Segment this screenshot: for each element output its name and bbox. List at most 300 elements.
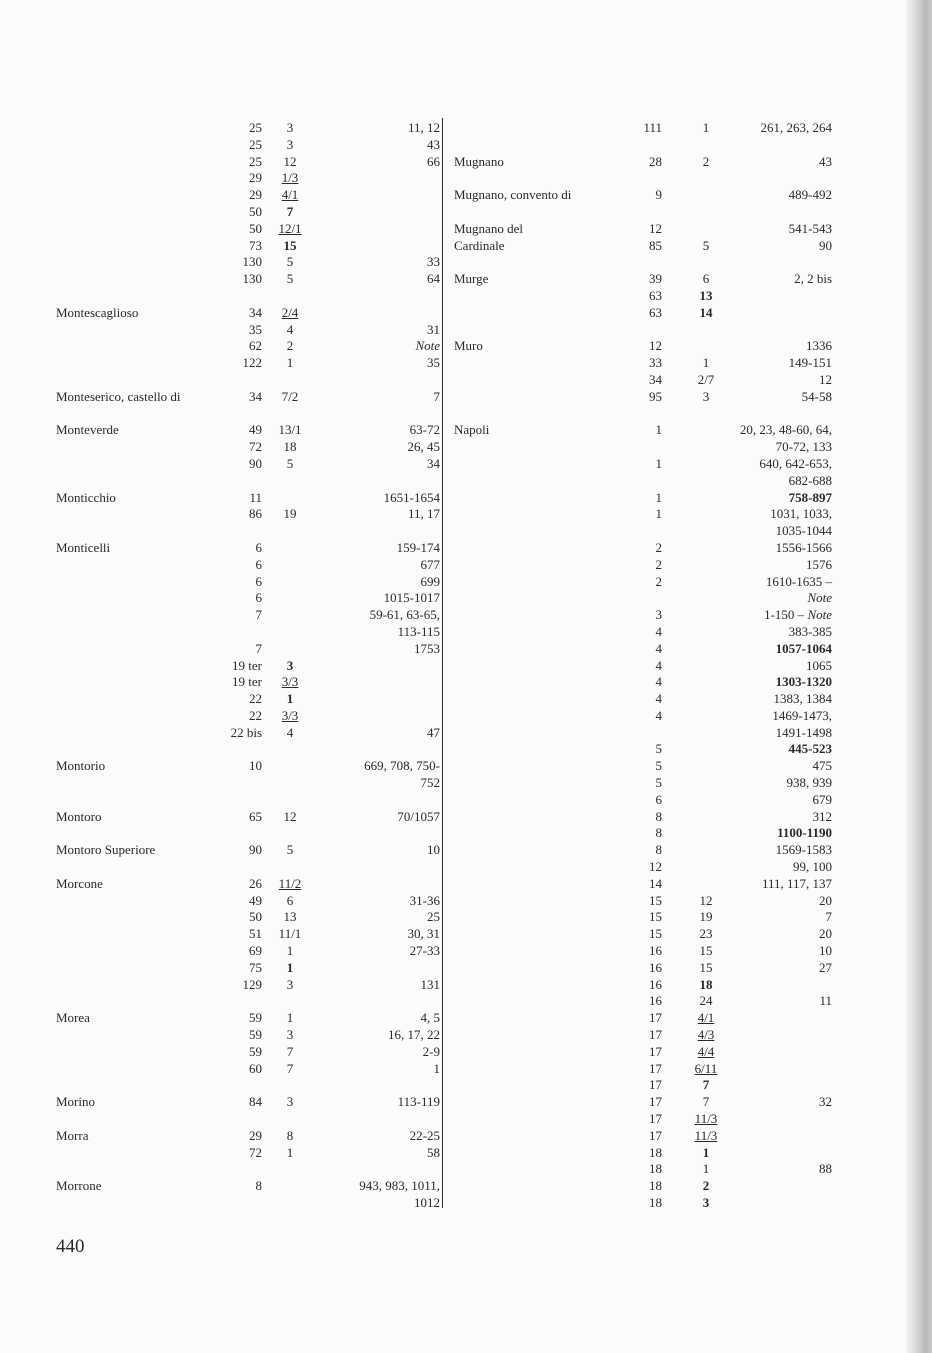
index-row: [454, 1094, 832, 1111]
volume-number: 18: [649, 1144, 662, 1160]
issue-number: 12/1: [278, 220, 302, 236]
issue-number: 3: [286, 136, 294, 152]
volume-number: 25: [249, 153, 262, 169]
issue-number: 7: [702, 1077, 710, 1093]
page-reference: 31-36: [409, 892, 440, 908]
entry-gap: [454, 170, 832, 187]
issue-number: 5: [702, 237, 710, 253]
index-row: [454, 422, 832, 439]
index-row: [56, 187, 440, 204]
index-row: [56, 506, 440, 523]
index-row: [56, 238, 440, 255]
page-reference: 90: [819, 237, 832, 253]
volume-number: 111: [643, 120, 662, 135]
volume-number: 75: [249, 959, 262, 975]
issue-number: 1: [286, 1010, 294, 1026]
page-reference: 43: [819, 153, 832, 169]
issue-number: 11/3: [694, 1111, 718, 1127]
index-row: [454, 557, 832, 574]
entry-gap: [56, 859, 440, 876]
place-name: Montescaglioso: [56, 304, 139, 320]
page-reference: 59-61, 63-65,: [369, 607, 440, 623]
place-name: Cardinale: [454, 237, 505, 253]
index-row: [454, 338, 832, 355]
index-row: [56, 658, 440, 675]
volume-number: 1: [655, 489, 662, 505]
index-row: [56, 170, 440, 187]
issue-number: 4/4: [697, 1043, 715, 1059]
index-row: [454, 490, 832, 507]
volume-number: 50: [249, 909, 262, 925]
index-row: [454, 389, 832, 406]
page-reference: 1065: [806, 657, 832, 673]
page-reference: 99, 100: [793, 859, 832, 875]
page-reference: 677: [420, 556, 440, 572]
issue-number: 15: [699, 959, 713, 975]
index-row: [454, 876, 832, 893]
index-row: [454, 187, 832, 204]
issue-number: 2: [702, 153, 710, 169]
index-row: [56, 456, 440, 473]
page-reference: 111, 117, 137: [761, 875, 832, 891]
page-reference: 261, 263, 264: [760, 120, 832, 135]
index-row: [454, 372, 832, 389]
page-reference: 1015-1017: [383, 590, 440, 606]
index-row: [56, 389, 440, 406]
volume-number: 63: [649, 304, 662, 320]
volume-number: 72: [249, 1144, 262, 1160]
index-row: [56, 590, 440, 607]
index-row: [454, 1111, 832, 1128]
volume-number: 17: [649, 1127, 662, 1143]
index-row: [454, 1027, 832, 1044]
page-reference: 1031, 1033,: [770, 506, 832, 522]
issue-number: 1: [702, 355, 710, 371]
volume-number: 1: [655, 422, 662, 438]
page-reference: 30, 31: [407, 926, 440, 942]
issue-number: 11/1: [278, 926, 302, 942]
issue-number: 4/1: [697, 1010, 715, 1026]
issue-number: 3: [286, 1094, 294, 1110]
volume-number: 5: [655, 775, 662, 791]
volume-number: 15: [649, 926, 662, 942]
page-reference: 70-72, 133: [775, 439, 832, 455]
issue-number: 3/3: [281, 707, 299, 723]
page-reference: Note: [807, 590, 832, 606]
page-edge-shadow: [906, 0, 932, 1353]
index-row: [454, 590, 832, 607]
page-reference: 679: [812, 791, 832, 807]
index-row: [454, 506, 832, 523]
page-reference: 7: [433, 388, 440, 404]
issue-number: 12: [283, 153, 297, 169]
index-row: [454, 1010, 832, 1027]
issue-number: 7: [702, 1094, 710, 1110]
issue-number: 1: [286, 943, 294, 959]
volume-number: 29: [249, 1127, 262, 1143]
page-reference: 27: [819, 959, 832, 975]
issue-number: 5: [286, 271, 294, 287]
entry-gap: [454, 137, 832, 154]
index-row: [454, 1161, 832, 1178]
volume-number: 34: [249, 388, 262, 404]
page-reference: 669, 708, 750-: [364, 758, 440, 774]
index-row: [454, 674, 832, 691]
page-reference: 64: [427, 271, 440, 287]
page-reference: Note: [415, 338, 440, 354]
index-row: [454, 926, 832, 943]
volume-number: 8: [655, 842, 662, 858]
volume-number: 122: [242, 355, 262, 371]
volume-number: 4: [655, 640, 662, 656]
page-reference: 1-150 – Note: [764, 607, 832, 623]
index-row: [454, 825, 832, 842]
page-reference: 1556-1566: [775, 539, 832, 555]
entry-gap: [56, 288, 440, 305]
place-name: Morra: [56, 1127, 89, 1143]
issue-number: 1: [702, 1144, 710, 1160]
index-row: [56, 960, 440, 977]
volume-number: 90: [249, 842, 262, 858]
index-row: [56, 1010, 440, 1027]
volume-number: 95: [649, 388, 662, 404]
page-reference: 20, 23, 48-60, 64,: [739, 422, 832, 438]
index-row: [56, 271, 440, 288]
place-name: Monticelli: [56, 539, 111, 555]
page-reference: 31: [427, 321, 440, 337]
place-name: Montorio: [56, 758, 106, 774]
issue-number: 3/3: [281, 674, 299, 690]
index-row: [454, 221, 832, 238]
index-row: [56, 540, 440, 557]
volume-number: 19 ter: [232, 657, 262, 673]
page-reference: 20: [819, 892, 832, 908]
index-row: [454, 523, 832, 540]
page-reference: 489-492: [788, 187, 832, 203]
volume-number: 62: [249, 338, 262, 354]
index-row: [454, 809, 832, 826]
index-row: [56, 842, 440, 859]
issue-number: 14: [699, 304, 713, 320]
index-row: [454, 574, 832, 591]
index-row: [56, 624, 440, 641]
volume-number: 6: [255, 573, 262, 589]
index-row: [56, 1061, 440, 1078]
page-reference: 2-9: [422, 1043, 440, 1059]
page-reference: 699: [420, 573, 440, 589]
issue-number: 7: [286, 1060, 294, 1076]
page-reference: 113-115: [397, 623, 440, 639]
entry-gap: [454, 322, 832, 339]
volume-number: 51: [249, 926, 262, 942]
issue-number: 2/4: [281, 304, 299, 320]
issue-number: 6/11: [694, 1060, 718, 1076]
page-reference: 1576: [806, 556, 832, 572]
index-row: [454, 271, 832, 288]
issue-number: 11/2: [278, 875, 302, 891]
page-reference: 66: [427, 153, 440, 169]
index-row: [56, 977, 440, 994]
index-row: [454, 439, 832, 456]
volume-number: 130: [242, 271, 262, 287]
issue-number: 3: [286, 1027, 294, 1043]
index-row: [56, 1094, 440, 1111]
volume-number: 3: [655, 607, 662, 623]
index-row: [454, 842, 832, 859]
volume-number: 18: [649, 1161, 662, 1177]
place-name: Morcone: [56, 875, 103, 891]
entry-gap: [454, 254, 832, 271]
volume-number: 69: [249, 943, 262, 959]
volume-number: 50: [249, 203, 262, 219]
issue-number: 11/3: [694, 1127, 718, 1143]
index-row: [56, 305, 440, 322]
page-reference: 54-58: [801, 388, 832, 404]
index-row: [454, 641, 832, 658]
page-reference: 1035-1044: [775, 523, 832, 539]
volume-number: 72: [249, 439, 262, 455]
index-row: [454, 691, 832, 708]
index-row: [56, 422, 440, 439]
index-row: [454, 775, 832, 792]
issue-number: 6: [702, 271, 710, 287]
volume-number: 34: [649, 371, 662, 387]
index-row: [454, 288, 832, 305]
issue-number: 6: [286, 892, 294, 908]
page-reference: 16, 17, 22: [388, 1027, 440, 1043]
index-row: [454, 1128, 832, 1145]
page-reference: 33: [427, 254, 440, 270]
page-reference: 1012: [414, 1195, 440, 1210]
place-name: Muro: [454, 338, 483, 354]
volume-number: 16: [649, 993, 662, 1009]
issue-number: 1: [702, 120, 710, 135]
issue-number: 1: [286, 959, 294, 975]
volume-number: 8: [655, 808, 662, 824]
entry-gap: [56, 741, 440, 758]
place-name: Monticchio: [56, 489, 116, 505]
issue-number: 18: [699, 976, 713, 992]
volume-number: 35: [249, 321, 262, 337]
issue-number: 4/3: [697, 1027, 715, 1043]
volume-number: 1: [655, 506, 662, 522]
issue-number: 1: [286, 691, 294, 707]
index-row: [56, 254, 440, 271]
issue-number: 15: [699, 943, 713, 959]
volume-number: 2: [655, 556, 662, 572]
page-reference: 682-688: [788, 472, 832, 488]
volume-number: 7: [255, 640, 262, 656]
volume-number: 2: [655, 539, 662, 555]
place-name: Murge: [454, 271, 489, 287]
index-row: [56, 674, 440, 691]
volume-number: 49: [249, 422, 262, 438]
entry-gap: [56, 825, 440, 842]
issue-number: 1: [702, 1161, 710, 1177]
volume-number: 19 ter: [232, 674, 262, 690]
volume-number: 17: [649, 1094, 662, 1110]
volume-number: 16: [649, 959, 662, 975]
place-name: Morrone: [56, 1178, 102, 1194]
issue-number: 1: [286, 1144, 294, 1160]
page-reference: 1100-1190: [777, 825, 832, 841]
place-name: Mugnano del: [454, 220, 523, 236]
volume-number: 2: [655, 573, 662, 589]
volume-number: 85: [649, 237, 662, 253]
issue-number: 4/1: [281, 187, 299, 203]
volume-number: 6: [255, 556, 262, 572]
issue-number: 2: [286, 338, 294, 354]
page-reference: 47: [427, 724, 440, 740]
page-reference: 312: [812, 808, 832, 824]
volume-number: 28: [649, 153, 662, 169]
volume-number: 63: [649, 287, 662, 303]
index-row: [454, 909, 832, 926]
page-reference: 11: [819, 993, 832, 1009]
index-row: [56, 204, 440, 221]
issue-number: 2: [702, 1178, 710, 1194]
index-row: [454, 1044, 832, 1061]
issue-number: 5: [286, 455, 294, 471]
volume-number: 9: [655, 187, 662, 203]
issue-number: 1/3: [281, 170, 299, 186]
issue-number: 13/1: [278, 422, 302, 438]
index-row: [56, 120, 440, 137]
volume-number: 4: [655, 623, 662, 639]
issue-number: 12: [699, 892, 713, 908]
volume-number: 15: [649, 892, 662, 908]
volume-number: 17: [649, 1077, 662, 1093]
volume-number: 29: [249, 170, 262, 186]
place-name: Napoli: [454, 422, 490, 438]
index-row: [56, 154, 440, 171]
page-reference: 27-33: [409, 943, 440, 959]
index-row: [454, 1077, 832, 1094]
page-reference: 4, 5: [420, 1010, 440, 1026]
page-reference: 445-523: [788, 741, 832, 757]
page-reference: 1336: [806, 338, 832, 354]
volume-number: 84: [249, 1094, 262, 1110]
issue-number: 8: [286, 1127, 294, 1143]
page-reference: 113-119: [397, 1094, 440, 1110]
volume-number: 25: [249, 136, 262, 152]
index-row: [454, 154, 832, 171]
volume-number: 10: [249, 758, 262, 774]
index-row: [56, 708, 440, 725]
entry-gap: [56, 372, 440, 389]
index-row: [454, 1195, 832, 1212]
page-reference: 22-25: [409, 1127, 440, 1143]
volume-number: 130: [242, 254, 262, 270]
entry-gap: [454, 204, 832, 221]
volume-number: 4: [655, 674, 662, 690]
volume-number: 73: [249, 237, 262, 253]
page-reference: 1469-1473,: [772, 707, 832, 723]
page-reference: 34: [427, 455, 440, 471]
volume-number: 4: [655, 691, 662, 707]
entry-gap: [56, 1077, 440, 1094]
page-reference: 2, 2 bis: [794, 271, 832, 287]
index-row: [454, 456, 832, 473]
index-row: [454, 758, 832, 775]
index-row: [454, 708, 832, 725]
page-reference: 1: [433, 1060, 440, 1076]
volume-number: 11: [249, 489, 262, 505]
index-row: [454, 741, 832, 758]
entry-gap: [454, 406, 832, 423]
index-row: [56, 909, 440, 926]
index-row: [454, 977, 832, 994]
page-reference: 1610-1635 –: [765, 573, 832, 589]
entry-gap: [56, 406, 440, 423]
index-row: [454, 473, 832, 490]
volume-number: 8: [655, 825, 662, 841]
index-row: [56, 1128, 440, 1145]
index-row: [56, 574, 440, 591]
page-number: 440: [56, 1236, 85, 1257]
volume-number: 4: [655, 707, 662, 723]
page-reference: 1569-1583: [775, 842, 832, 858]
page-reference: 640, 642-653,: [759, 455, 832, 471]
issue-number: 13: [699, 287, 713, 303]
index-row: [454, 960, 832, 977]
page-reference: 70/1057: [397, 808, 440, 824]
index-row: [454, 859, 832, 876]
index-row: [56, 758, 440, 775]
page-reference: 1057-1064: [775, 640, 832, 656]
page-reference: 383-385: [788, 623, 832, 639]
issue-number: 15: [283, 237, 297, 253]
index-row: [56, 557, 440, 574]
index-row: [56, 641, 440, 658]
index-row: [56, 137, 440, 154]
issue-number: 3: [286, 657, 294, 673]
issue-number: 4: [286, 321, 294, 337]
page-reference: 11, 12: [407, 120, 440, 135]
index-row: [56, 775, 440, 792]
entry-gap: [56, 993, 440, 1010]
index-row: [56, 809, 440, 826]
issue-number: 24: [699, 993, 713, 1009]
issue-number: 5: [286, 254, 294, 270]
issue-number: 13: [283, 909, 297, 925]
volume-number: 12: [649, 220, 662, 236]
volume-number: 16: [649, 976, 662, 992]
page-reference: 25: [427, 909, 440, 925]
page-reference: 88: [819, 1161, 832, 1177]
volume-number: 39: [649, 271, 662, 287]
page-reference: 1651-1654: [383, 489, 440, 505]
volume-number: 65: [249, 808, 262, 824]
volume-number: 59: [249, 1010, 262, 1026]
column-divider: [442, 118, 443, 1208]
volume-number: 12: [649, 859, 662, 875]
page-reference: 1753: [414, 640, 440, 656]
volume-number: 5: [655, 741, 662, 757]
page-reference: 26, 45: [407, 439, 440, 455]
volume-number: 49: [249, 892, 262, 908]
place-name: Monteverde: [56, 422, 119, 438]
entry-gap: [56, 473, 440, 490]
volume-number: 15: [649, 909, 662, 925]
index-row: [454, 607, 832, 624]
volume-number: 22: [249, 691, 262, 707]
page-reference: 131: [420, 976, 440, 992]
page-reference: 63-72: [409, 422, 440, 438]
place-name: Monteserico, castello di: [56, 388, 181, 404]
issue-number: 3: [702, 1195, 710, 1210]
index-row: [56, 893, 440, 910]
